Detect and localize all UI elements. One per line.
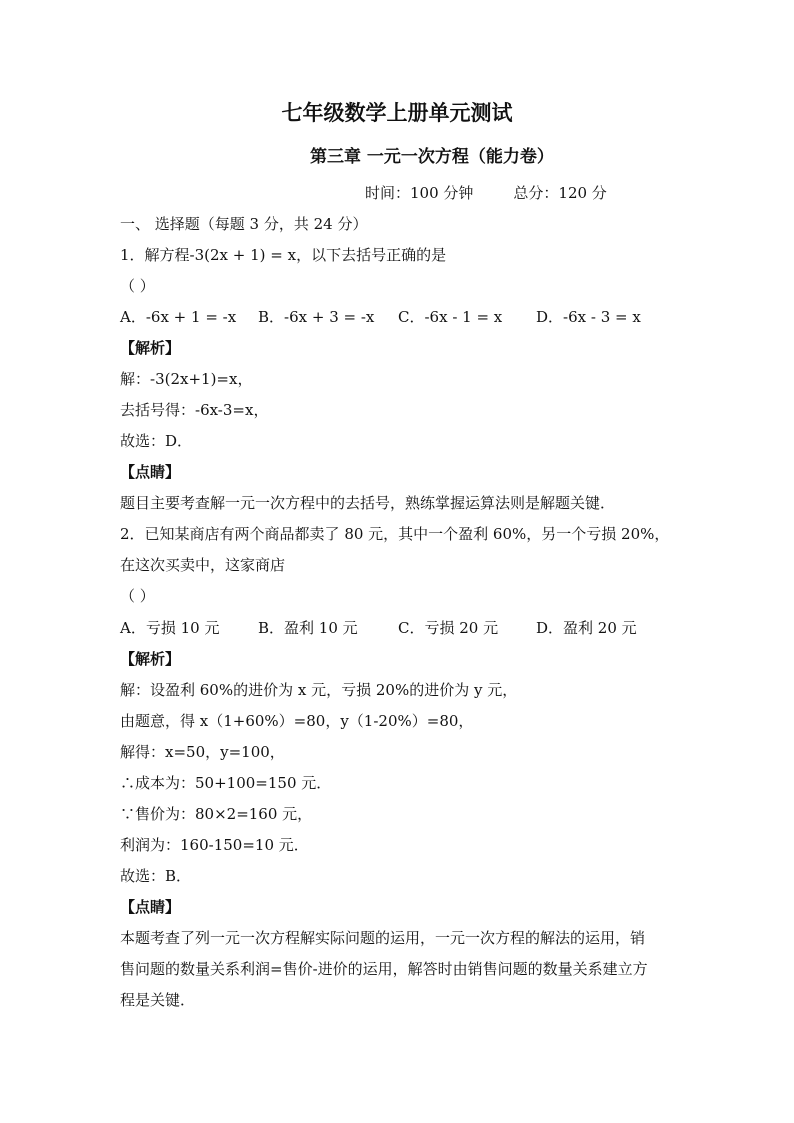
question-2-solution-line: 解：设盈利 60%的进价为 x 元，亏损 20%的进价为 y 元， xyxy=(120,681,518,699)
question-2-answer-blank: （ ） xyxy=(120,587,155,605)
question-2-solution-line: 故选：B． xyxy=(120,867,192,885)
question-1-stem: 1．解方程-3(2x + 1) = x，以下去括号正确的是 xyxy=(120,246,447,264)
question-2-stem: 2．已知某商店有两个商品都卖了 80 元，其中一个盈利 60%，另一个亏损 20%， xyxy=(120,525,670,543)
question-2-solution-line: ∵售价为：80×2=160 元， xyxy=(120,805,313,823)
question-1-solution-line: 故选：D． xyxy=(120,432,193,450)
time-limit: 时间：100 分钟 xyxy=(365,184,474,202)
section-heading: 一、 选择题（每题 3 分，共 24 分） xyxy=(120,215,368,233)
question-2-solution-line: 利润为：160-150=10 元． xyxy=(120,836,309,854)
question-1-option-c: C．-6x - 1 = x xyxy=(398,308,503,326)
exam-info xyxy=(365,183,607,203)
total-score: 总分：120 分 xyxy=(513,184,607,202)
question-2-option-a: A．亏损 10 元 xyxy=(120,619,220,637)
question-2-option-b: B．盈利 10 元 xyxy=(258,619,358,637)
question-2-solution-line: ∴成本为：50+100=150 元． xyxy=(120,774,332,792)
document-title: 七年级数学上册单元测试 xyxy=(281,100,513,125)
question-2-analysis-heading: 【解析】 xyxy=(120,650,181,668)
question-1-answer-blank: （ ） xyxy=(120,277,155,295)
question-2-solution-line: 由题意，得 x（1+60%）=80，y（1-20%）=80， xyxy=(120,712,474,730)
question-2-options xyxy=(120,618,637,638)
question-2-comment: 本题考查了列一元一次方程解实际问题的运用，一元一次方程的解法的运用，销 xyxy=(120,929,646,947)
question-1-option-d: D．-6x - 3 = x xyxy=(536,308,641,326)
question-2-option-c: C．亏损 20 元 xyxy=(398,619,499,637)
question-2-comment: 售问题的数量关系利润=售价-进价的运用，解答时由销售问题的数量关系建立方 xyxy=(120,960,648,978)
question-2-stem-cont: 在这次买卖中，这家商店 xyxy=(120,556,286,574)
question-1-option-b: B．-6x + 3 = -x xyxy=(258,308,375,326)
question-2-comment: 程是关键． xyxy=(120,991,196,1009)
question-1-analysis-heading: 【解析】 xyxy=(120,339,181,357)
chapter-subtitle: 第三章 一元一次方程（能力卷） xyxy=(310,147,554,167)
question-1-comment: 题目主要考查解一元一次方程中的去括号，熟练掌握运算法则是解题关键． xyxy=(120,494,616,512)
question-1-comment-heading: 【点睛】 xyxy=(120,463,181,481)
question-1-options xyxy=(120,307,641,327)
question-1-option-a: A．-6x + 1 = -x xyxy=(120,308,237,326)
question-1-solution-line: 去括号得：-6x-3=x， xyxy=(120,401,269,419)
question-1-solution-line: 解：-3(2x+1)=x， xyxy=(120,370,253,388)
question-2-solution-line: 解得：x=50，y=100， xyxy=(120,743,285,761)
question-2-option-d: D．盈利 20 元 xyxy=(536,619,637,637)
question-2-comment-heading: 【点睛】 xyxy=(120,898,181,916)
